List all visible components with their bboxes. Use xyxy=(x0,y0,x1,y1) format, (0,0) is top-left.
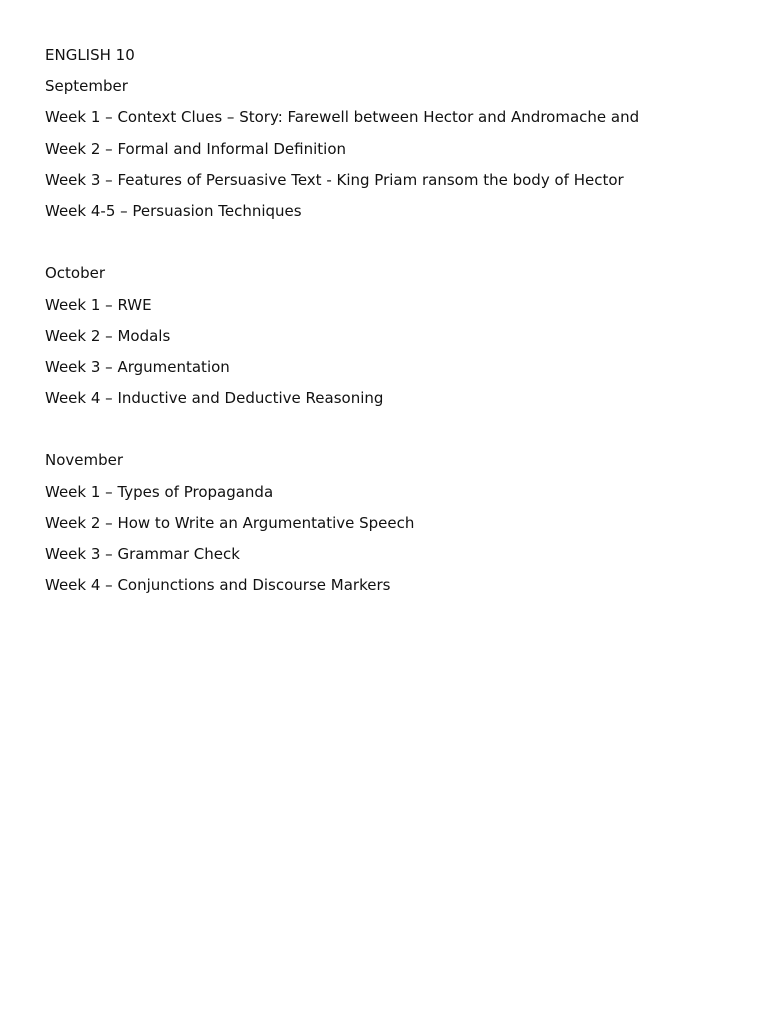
week-item: Week 4 – Inductive and Deductive Reasoning xyxy=(45,389,384,408)
week-item: Week 1 – Context Clues – Story: Farewell between Hector and Andromache and xyxy=(45,108,640,127)
week-item: Week 2 – How to Write an Argumentative Speech xyxy=(45,513,415,532)
blank-line xyxy=(45,233,748,264)
week-item: Week 2 – Modals xyxy=(45,326,171,345)
month-heading-september: September xyxy=(45,77,128,96)
week-item: Week 1 – Types of Propaganda xyxy=(45,482,274,501)
week-item: Week 3 – Features of Persuasive Text - King Priam ransom the body of Hector xyxy=(45,170,624,189)
week-item: Week 4 – Conjunctions and Discourse Markers xyxy=(45,576,391,595)
week-item: Week 3 – Argumentation xyxy=(45,357,230,376)
week-item: Week 2 – Formal and Informal Definition xyxy=(45,139,347,158)
month-heading-october: October xyxy=(45,264,106,283)
week-item: Week 4-5 – Persuasion Techniques xyxy=(45,201,302,220)
week-item: Week 1 – RWE xyxy=(45,295,152,314)
month-heading-november: November xyxy=(45,451,124,470)
blank-line xyxy=(45,420,748,451)
document-title: ENGLISH 10 xyxy=(45,46,135,64)
week-item: Week 3 – Grammar Check xyxy=(45,545,240,563)
document-page xyxy=(45,46,748,607)
